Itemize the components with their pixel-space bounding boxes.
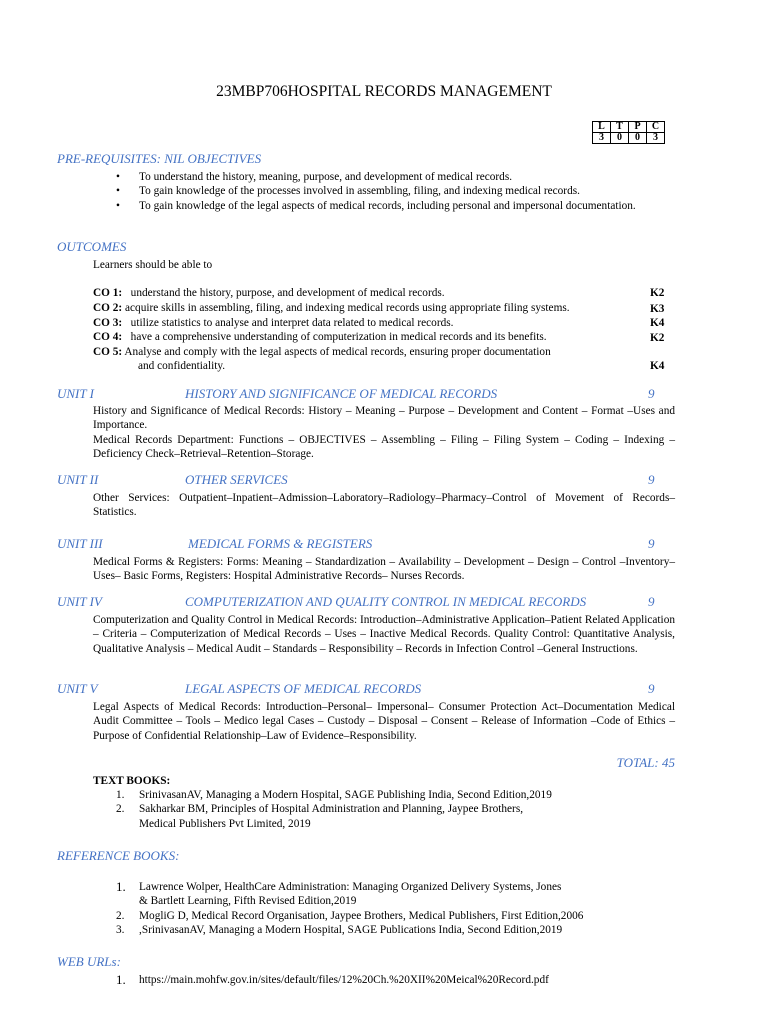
total-hours: TOTAL: 45 [616, 755, 675, 770]
unit-2-para-1: Other Services: Outpatient–Inpatient–Admission–Laboratory–Radiology–Pharmacy–Control of Movement of Records–Statistics. [93, 492, 675, 519]
outcomes-intro: Learners should be able to [93, 259, 213, 271]
ltpc-value-p: 0 [629, 133, 647, 144]
objective-item: • To understand the history, meaning, purpose, and development of medical records. [139, 170, 659, 184]
unit-title: OTHER SERVICES [185, 472, 288, 487]
reference-books-list [116, 879, 659, 937]
web-urls-heading: WEB URLs: [57, 954, 121, 969]
outcome-text: Analyse and comply with the legal aspects of medical records, ensuring proper documentation [124, 346, 551, 358]
outcome-co3 [93, 316, 675, 330]
ltpc-header-c: C [647, 122, 665, 133]
reference-books-heading: REFERENCE BOOKS: [57, 848, 180, 863]
ltpc-header-p: P [629, 122, 647, 133]
unit-hours: 9 [648, 594, 655, 609]
unit-3-para-1: Medical Forms & Registers: Forms: Meaning – Standardization – Availability – Development – Design – Control –Inventory–Uses– Basic Forms, Registers: Hospital Administrative Records– Nurses Records. [93, 556, 675, 583]
unit-title: COMPUTERIZATION AND QUALITY CONTROL IN MEDICAL RECORDS [185, 594, 587, 609]
list-item [116, 909, 659, 923]
book-text: MogliG D, Medical Record Organisation, Jaypee Brothers, Medical Publishers, First Edition,2006 [139, 909, 584, 922]
outcome-level: K2 [650, 287, 665, 299]
outcome-code: CO 3: [93, 317, 123, 329]
outcome-code: CO 5: [93, 346, 123, 358]
unit-1-para-2: Medical Records Department: Functions – OBJECTIVES – Assembling – Filing – Filing System – Coding – Indexing –Deficiency Check–Retrieval–Retention–Storage. [93, 434, 675, 461]
unit-hours: 9 [648, 681, 655, 696]
outcome-co4 [93, 330, 675, 344]
book-text-cont: Medical Publishers Pvt Limited, 2019 [139, 817, 311, 830]
book-text: ,SrinivasanAV, Managing a Modern Hospital, SAGE Publications India, Second Edition,2019 [139, 923, 563, 936]
unit-1-para-1: History and Significance of Medical Records: History – Meaning – Purpose – Development and Content – Format –Uses and Importance. [93, 405, 675, 432]
outcome-text: have a comprehensive understanding of computerization in medical records and its benefits. [130, 331, 547, 343]
outcomes-heading: OUTCOMES [57, 239, 127, 254]
list-number: 1. [116, 789, 125, 801]
ltpc-table [592, 121, 665, 144]
unit-number: UNIT I [57, 386, 94, 401]
outcome-text: utilize statistics to analyse and interpret data related to medical records. [130, 317, 454, 329]
unit-title: MEDICAL FORMS & REGISTERS [188, 536, 373, 551]
ltpc-value-t: 0 [611, 133, 629, 144]
outcome-code: CO 2: [93, 302, 123, 314]
page-title: 23MBP706HOSPITAL RECORDS MANAGEMENT [216, 83, 552, 100]
list-number: 1. [116, 879, 126, 894]
outcome-text-cont: and confidentiality. [138, 360, 226, 372]
unit-number: UNIT III [57, 536, 103, 551]
list-number: 1. [116, 972, 126, 987]
unit-number: UNIT II [57, 472, 99, 487]
list-number: 2. [116, 909, 125, 922]
unit-hours: 9 [648, 386, 655, 401]
outcome-co2 [93, 301, 675, 315]
objective-item: • To gain knowledge of the processes involved in assembling, filing, and indexing medical records. [139, 184, 659, 198]
outcome-co5 [93, 345, 675, 359]
objectives-list [139, 170, 659, 213]
book-text: Sakharkar BM, Principles of Hospital Administration and Planning, Jaypee Brothers, [139, 803, 524, 816]
ltpc-header-t: T [611, 122, 629, 133]
unit-hours: 9 [648, 472, 655, 487]
book-text: Lawrence Wolper, HealthCare Administration: Managing Organized Delivery Systems, Jones [139, 881, 562, 893]
list-number: 3. [116, 923, 125, 936]
unit-hours: 9 [648, 536, 655, 551]
prereq-heading: PRE-REQUISITES: NIL OBJECTIVES [57, 151, 262, 166]
unit-4-para-1: Computerization and Quality Control in Medical Records: Introduction–Administrative Application–Patient Related Application – Criteria – Computerization of Medical Records – Uses – Inactive Medical Records. Quality Control: Quantitative Analysis, Qualitative Analysis – Medical Audit – Standards – Responsibility – Records in Infection Control –General Instructions. [93, 614, 675, 655]
ltpc-value-c: 3 [647, 133, 665, 144]
text-books-heading: TEXT BOOKS: [93, 775, 171, 787]
list-item [116, 972, 699, 987]
outcome-text: acquire skills in assembling, filing, and indexing medical records using appropriate filing systems. [125, 302, 570, 314]
book-text: SrinivasanAV, Managing a Modern Hospital, SAGE Publishing India, Second Edition,2019 [139, 789, 552, 801]
outcome-co1 [93, 286, 675, 300]
web-url-link[interactable]: https://main.mohfw.gov.in/sites/default/files/12%20Ch.%20XII%20Meical%20Record.pdf [139, 974, 549, 986]
outcome-code: CO 4: [93, 331, 123, 343]
ltpc-value-l: 3 [593, 133, 611, 144]
outcome-text: understand the history, purpose, and development of medical records. [130, 287, 445, 299]
objective-item: • To gain knowledge of the legal aspects of medical records, including personal and impersonal documentation. [139, 199, 649, 213]
list-item [116, 802, 659, 831]
ltpc-header-l: L [593, 122, 611, 133]
list-item [116, 879, 659, 909]
unit-number: UNIT IV [57, 594, 102, 609]
outcome-code: CO 1: [93, 287, 123, 299]
outcome-level: K4 [650, 360, 665, 372]
unit-number: UNIT V [57, 681, 98, 696]
list-item [116, 923, 659, 937]
unit-title: LEGAL ASPECTS OF MEDICAL RECORDS [185, 681, 422, 696]
unit-title: HISTORY AND SIGNIFICANCE OF MEDICAL RECORDS [185, 386, 498, 401]
text-books-list [116, 788, 659, 831]
outcome-level: K3 [650, 303, 665, 315]
outcome-level: K4 [650, 317, 665, 329]
list-item [116, 788, 659, 802]
book-text-cont: & Bartlett Learning, Fifth Revised Edition,2019 [139, 895, 357, 908]
outcome-level: K2 [650, 332, 665, 344]
unit-5-para-1: Legal Aspects of Medical Records: Introduction–Personal– Impersonal– Consumer Protection Act–Documentation Medical Audit Committee – Tools – Medico legal Cases – Custody – Disposal – Consent – Release of Information –Code of Ethics –Purpose of Confidential Relationship–Law of Evidence–Responsibility. [93, 701, 675, 742]
list-number: 2. [116, 803, 125, 816]
web-urls-list [116, 972, 699, 987]
